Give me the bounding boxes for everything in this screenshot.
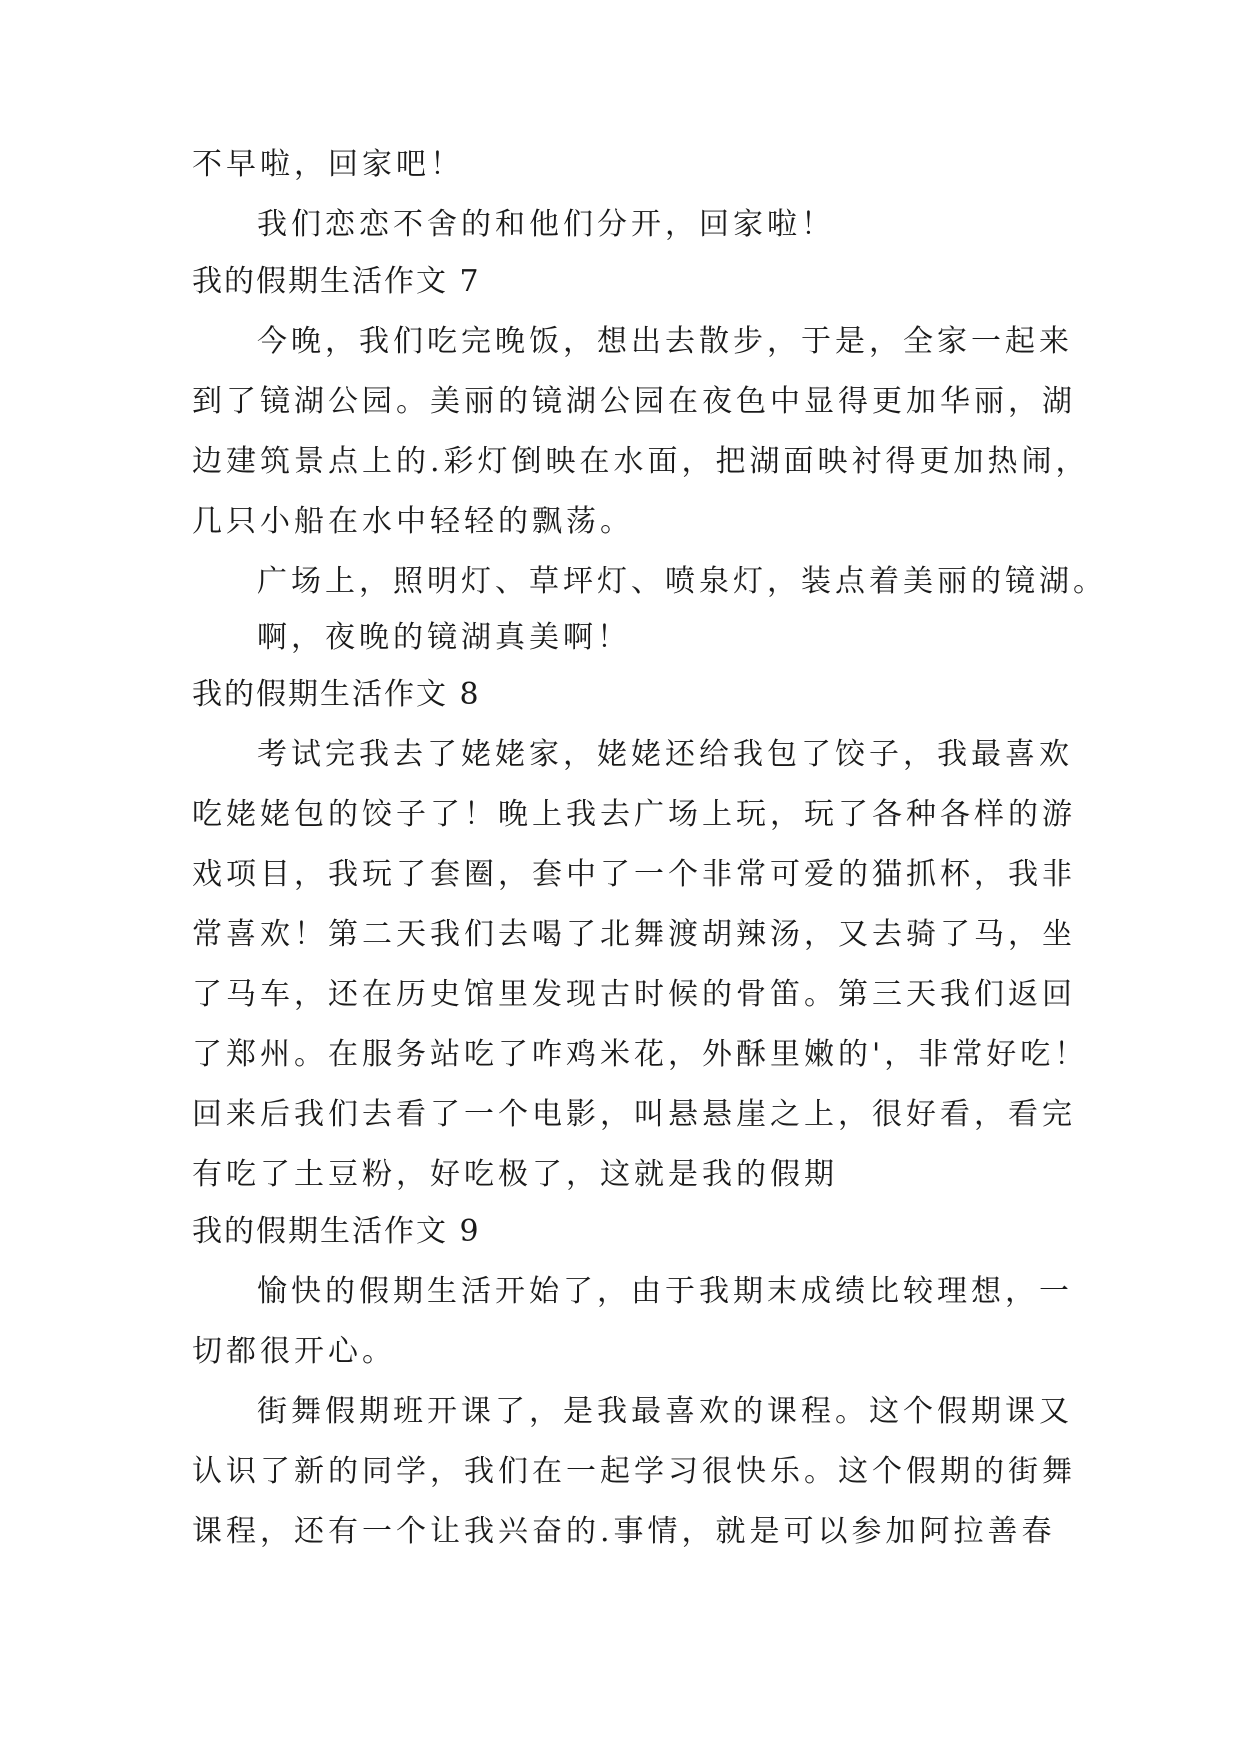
section-heading: 我的假期生活作文 9 — [192, 1214, 481, 1249]
paragraph-line: 常喜欢！第二天我们去喝了北舞渡胡辣汤，又去骑了马，坐 — [192, 917, 1076, 952]
paragraph-line: 街舞假期班开课了，是我最喜欢的课程。这个假期课又 — [257, 1394, 1073, 1429]
paragraph-line: 边建筑景点上的.彩灯倒映在水面，把湖面映衬得更加热闹， — [192, 444, 1090, 479]
paragraph-line: 回来后我们去看了一个电影，叫悬悬崖之上，很好看，看完 — [192, 1097, 1076, 1132]
paragraph-line: 到了镜湖公园。美丽的镜湖公园在夜色中显得更加华丽，湖 — [192, 384, 1076, 419]
paragraph-line: 吃姥姥包的饺子了！晚上我去广场上玩，玩了各种各样的游 — [192, 797, 1076, 832]
paragraph-line: 啊，夜晚的镜湖真美啊！ — [257, 620, 631, 655]
paragraph-line: 愉快的假期生活开始了，由于我期末成绩比较理想，一 — [257, 1274, 1073, 1309]
paragraph-line: 今晚，我们吃完晚饭，想出去散步，于是，全家一起来 — [257, 324, 1073, 359]
paragraph-line: 了马车，还在历史馆里发现古时候的骨笛。第三天我们返回 — [192, 977, 1076, 1012]
paragraph-line: 戏项目，我玩了套圈，套中了一个非常可爱的猫抓杯，我非 — [192, 857, 1076, 892]
paragraph-line: 考试完我去了姥姥家，姥姥还给我包了饺子，我最喜欢 — [257, 737, 1073, 772]
paragraph-line: 我们恋恋不舍的和他们分开，回家啦！ — [257, 207, 835, 242]
paragraph-line: 切都很开心。 — [192, 1334, 396, 1369]
section-heading: 我的假期生活作文 8 — [192, 677, 481, 712]
paragraph-line: 有吃了土豆粉，好吃极了，这就是我的假期 — [192, 1157, 838, 1192]
paragraph-line: 不早啦，回家吧！ — [192, 147, 464, 182]
paragraph-line: 了郑州。在服务站吃了咋鸡米花，外酥里嫩的'，非常好吃！ — [192, 1037, 1089, 1072]
paragraph-line: 课程，还有一个让我兴奋的.事情，就是可以参加阿拉善春 — [192, 1514, 1056, 1549]
section-heading: 我的假期生活作文 7 — [192, 264, 481, 299]
paragraph-line: 广场上，照明灯、草坪灯、喷泉灯，装点着美丽的镜湖。 — [257, 564, 1107, 599]
paragraph-line: 几只小船在水中轻轻的飘荡。 — [192, 504, 634, 539]
paragraph-line: 认识了新的同学，我们在一起学习很快乐。这个假期的街舞 — [192, 1454, 1076, 1489]
